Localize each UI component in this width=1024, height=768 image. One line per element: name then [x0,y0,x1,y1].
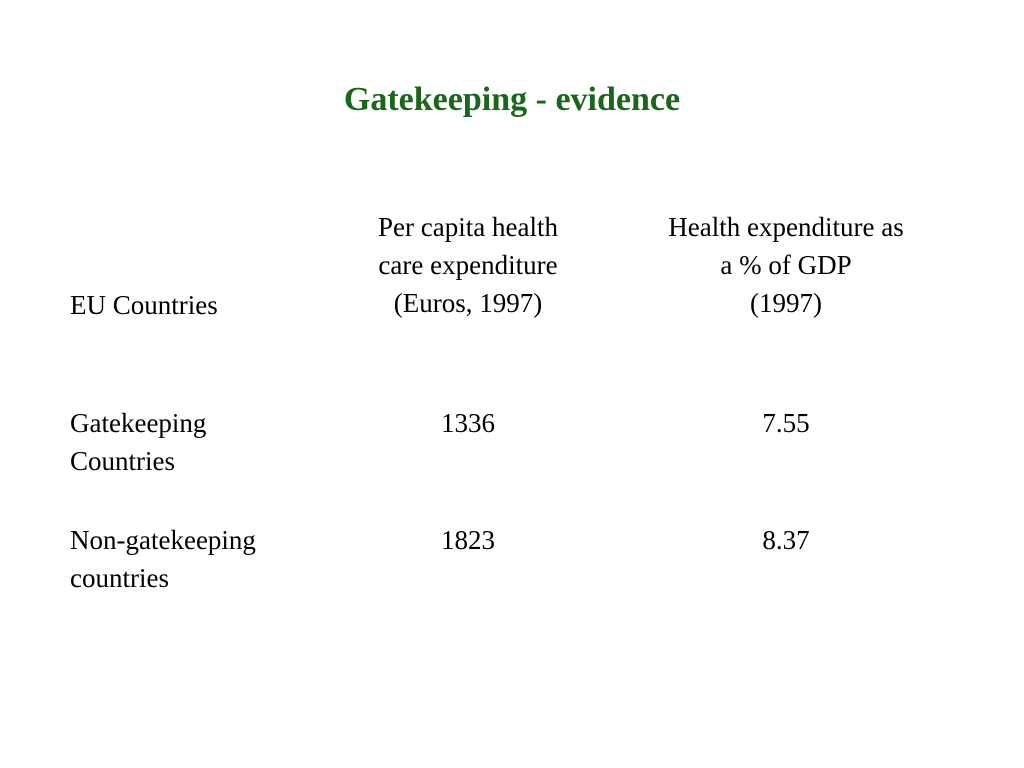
header-per-capita-expenditure: Per capita health care expenditure (Euros, 1997) [378,212,558,318]
slide-title: Gatekeeping - evidence [343,81,681,118]
row-label: Gatekeeping Countries [70,408,207,476]
header-pct-gdp: Health expenditure as a % of GDP (1997) [668,212,904,318]
row-label: Non-gatekeeping countries [70,525,256,593]
per-capita-value: 1823 [441,525,495,555]
per-capita-value: 1336 [441,408,495,438]
pct-gdp-value: 8.37 [762,525,810,555]
header-eu-countries: EU Countries [70,290,218,320]
pct-gdp-value: 7.55 [762,408,810,438]
